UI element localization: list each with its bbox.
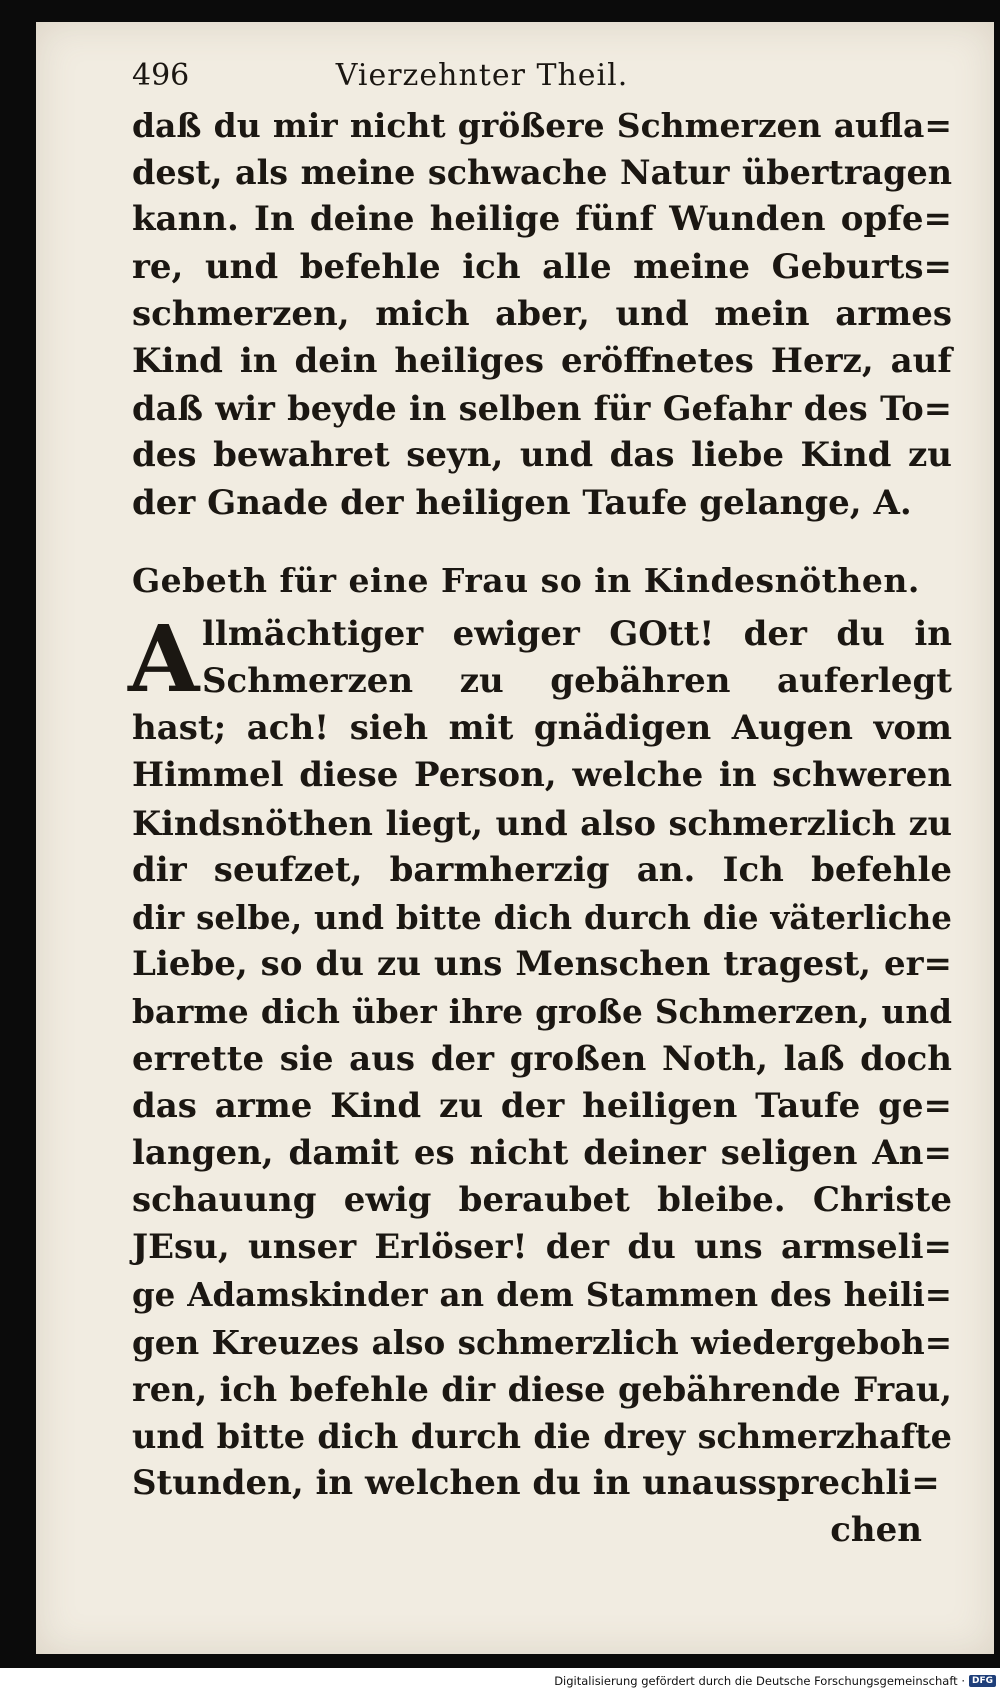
text-line: Kind in dein heiliges eröffnetes Herz, auf bbox=[132, 341, 952, 382]
text-line: und bitte dich durch die drey schmerzhafte bbox=[132, 1417, 952, 1457]
text-line: gen Kreuzes also schmerzlich wiedergeboh= bbox=[132, 1322, 952, 1362]
drop-cap: A bbox=[128, 604, 200, 713]
text-line: schmerzen, mich aber, und mein armes bbox=[132, 293, 952, 334]
text-line: errette sie aus der großen Noth, laß doch bbox=[132, 1038, 952, 1079]
page-content bbox=[128, 50, 972, 1550]
text-line: Himmel diese Person, welche in schweren bbox=[132, 755, 952, 796]
text-line: daß wir beyde in selben für Gefahr des To= bbox=[132, 388, 952, 429]
page-number: 496 bbox=[132, 58, 190, 93]
text-line: schauung ewig beraubet bleibe. Christe bbox=[132, 1180, 952, 1221]
credit-text: Digitalisierung gefördert durch die Deutsche Forschungsgemeinschaft · bbox=[554, 1674, 965, 1688]
text-line: des bewahret seyn, und das liebe Kind zu bbox=[132, 435, 952, 476]
book-page bbox=[36, 22, 994, 1654]
running-head: Vierzehnter Theil. bbox=[335, 58, 629, 93]
text-line: ge Adamskinder an dem Stammen des heili= bbox=[132, 1275, 952, 1314]
text-line: re, und befehle ich alle meine Geburts= bbox=[132, 246, 952, 287]
text-line: dir selbe, und bitte dich durch die väterliche bbox=[132, 898, 952, 938]
text-line: der Gnade der heiligen Taufe gelange, A. bbox=[132, 482, 912, 523]
text-line: kann. In deine heilige fünf Wunden opfe= bbox=[132, 199, 952, 240]
text-line: JEsu, unser Erlöser! der du uns armseli= bbox=[132, 1227, 952, 1268]
text-line: Liebe, so du zu uns Menschen tragest, er= bbox=[132, 944, 952, 985]
prayer-text bbox=[128, 604, 952, 1508]
page-header bbox=[132, 50, 972, 102]
digitization-credit bbox=[554, 1671, 996, 1691]
text-line: daß du mir nicht größere Schmerzen aufla= bbox=[132, 106, 952, 145]
text-line: hast; ach! sieh mit gnädigen Augen vom bbox=[132, 708, 952, 749]
text-line: llmächtiger ewiger GOtt! der du in bbox=[202, 613, 952, 654]
dfg-logo: DFG bbox=[969, 1675, 996, 1687]
text-line: Stunden, in welchen du in unaussprechli= bbox=[132, 1463, 940, 1504]
paragraph-continuation bbox=[132, 102, 952, 527]
text-line: Kindsnöthen liegt, und also schmerzlich zu bbox=[132, 803, 952, 843]
text-line: ren, ich befehle dir diese gebährende Frau, bbox=[132, 1369, 952, 1410]
text-line: Schmerzen zu gebähren auferlegt bbox=[202, 661, 952, 702]
prayer-title: Gebeth für eine Frau so in Kindesnöthen. bbox=[132, 560, 920, 600]
text-line: langen, damit es nicht deiner seligen An= bbox=[132, 1133, 952, 1174]
text-line: das arme Kind zu der heiligen Taufe ge= bbox=[132, 1085, 952, 1126]
catchword: chen bbox=[830, 1509, 922, 1550]
text-line: dest, als meine schwache Natur übertragen bbox=[132, 153, 952, 193]
text-line: barme dich über ihre große Schmerzen, und bbox=[132, 992, 952, 1032]
text-line: dir seufzet, barmherzig an. Ich befehle bbox=[132, 849, 952, 890]
